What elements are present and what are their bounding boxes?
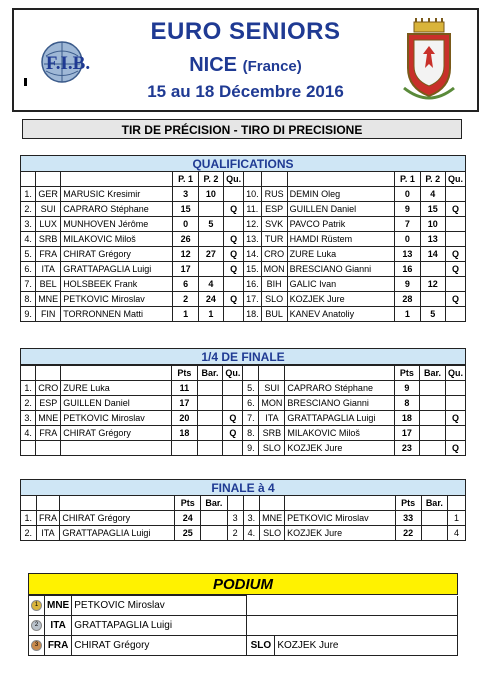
player-name-cell: PAVCO Patrik — [287, 217, 395, 232]
nation-cell: SLO — [260, 526, 285, 541]
score-cell — [197, 426, 223, 441]
score-cell: 14 — [420, 247, 445, 262]
score-cell: 15 — [420, 202, 445, 217]
player-name-cell: PETKOVIC Miroslav — [72, 596, 247, 616]
player-name-cell: PETKOVIC Miroslav — [285, 511, 396, 526]
column-header: Qu. — [445, 172, 465, 187]
header-spacer — [36, 172, 61, 187]
venue-country: (France) — [242, 58, 302, 75]
nation-cell: ITA — [259, 411, 285, 426]
player-name-cell: KANEV Anatoliy — [287, 307, 395, 322]
nation-cell: MNE — [36, 292, 61, 307]
nation-cell: SUI — [36, 202, 61, 217]
qualified-cell: 4 — [448, 526, 466, 541]
column-header: Qu. — [224, 172, 244, 187]
rank-cell: 11. — [244, 202, 262, 217]
column-header: Bar. — [421, 496, 447, 511]
qualified-cell — [445, 381, 465, 396]
player-name-cell: GRATTAPAGLIA Luigi — [61, 262, 173, 277]
player-name-cell: CHIRAT Grégory — [61, 426, 172, 441]
qualified-cell — [224, 307, 244, 322]
rank-cell: 2. — [21, 396, 36, 411]
podium-title: PODIUM — [28, 573, 458, 595]
nation-cell: FRA — [36, 426, 61, 441]
table-row — [21, 307, 466, 322]
player-name-cell: CHIRAT Grégory — [60, 511, 175, 526]
podium-row — [29, 596, 458, 616]
player-name-cell — [275, 616, 458, 636]
nation-cell: ITA — [36, 262, 61, 277]
rank-cell: 7. — [21, 277, 36, 292]
logo-text: F.I.B. — [45, 53, 91, 74]
score-cell — [420, 381, 446, 396]
header-spacer — [61, 172, 173, 187]
player-name-cell: DEMIN Oleg — [287, 187, 395, 202]
rank-cell: 6. — [243, 396, 259, 411]
player-name-cell: KOZJEK Jure — [285, 526, 396, 541]
score-cell: 22 — [395, 526, 421, 541]
qualified-cell — [445, 187, 465, 202]
qualified-cell — [445, 232, 465, 247]
score-cell: 0 — [395, 187, 420, 202]
player-name-cell: KOZJEK Jure — [275, 636, 458, 656]
player-name-cell: PETKOVIC Miroslav — [61, 292, 173, 307]
header-spacer — [21, 172, 36, 187]
nation-cell: TUR — [261, 232, 287, 247]
score-cell: 24 — [198, 292, 223, 307]
table-row — [21, 396, 466, 411]
player-name-cell: GUILLEN Daniel — [61, 396, 172, 411]
qualified-cell: Q — [445, 247, 465, 262]
player-name-cell: GUILLEN Daniel — [287, 202, 395, 217]
score-cell: 13 — [420, 232, 445, 247]
qualified-cell — [223, 396, 243, 411]
score-cell: 4 — [198, 277, 223, 292]
medal-icon — [29, 616, 45, 636]
player-name-cell: MILAKOVIC Miloš — [285, 426, 394, 441]
player-name-cell: HAMDI Rüstem — [287, 232, 395, 247]
player-name-cell — [275, 596, 458, 616]
nation-cell: FRA — [45, 636, 72, 656]
nation-cell: SUI — [259, 381, 285, 396]
nation-cell: SLO — [261, 292, 287, 307]
nation-cell: GER — [36, 187, 61, 202]
score-cell: 1 — [395, 307, 420, 322]
score-cell: 10 — [420, 217, 445, 232]
score-cell — [197, 381, 223, 396]
score-cell: 25 — [175, 526, 201, 541]
rank-cell: 8. — [21, 292, 36, 307]
nation-cell: SRB — [259, 426, 285, 441]
qualified-cell: Q — [445, 292, 465, 307]
nation-cell: CRO — [261, 247, 287, 262]
final-four-table — [20, 495, 466, 541]
rank-cell: 7. — [243, 411, 259, 426]
rank-cell: 12. — [244, 217, 262, 232]
nation-cell: SLO — [247, 636, 275, 656]
venue-city: NICE — [189, 54, 238, 76]
quarter-header-row — [21, 366, 466, 381]
nation-cell: MNE — [36, 411, 61, 426]
table-row — [21, 426, 466, 441]
rank-cell: 1. — [21, 187, 36, 202]
page-title: EURO SENIORS — [150, 18, 341, 45]
rank-cell: 9. — [21, 307, 36, 322]
column-header: Bar. — [420, 366, 446, 381]
qualified-cell — [224, 217, 244, 232]
score-cell: 15 — [173, 202, 198, 217]
score-cell: 33 — [395, 511, 421, 526]
header-box — [12, 8, 479, 112]
score-cell: 11 — [172, 381, 197, 396]
nation-cell: MNE — [45, 596, 72, 616]
score-cell: 7 — [395, 217, 420, 232]
player-name-cell: CHIRAT Grégory — [61, 247, 173, 262]
header-spacer — [261, 172, 287, 187]
column-header: Pts — [395, 496, 421, 511]
column-header: Bar. — [201, 496, 227, 511]
table-row — [21, 202, 466, 217]
table-row — [21, 277, 466, 292]
player-name-cell: MARUSIC Kresimir — [61, 187, 173, 202]
nation-cell: FRA — [36, 511, 60, 526]
score-cell: 27 — [198, 247, 223, 262]
nation-cell: ESP — [36, 396, 61, 411]
qualified-cell — [445, 307, 465, 322]
nation-cell: FIN — [36, 307, 61, 322]
header-spacer — [244, 172, 262, 187]
rank-cell: 13. — [244, 232, 262, 247]
table-row — [21, 441, 466, 456]
score-cell: 6 — [173, 277, 198, 292]
score-cell: 8 — [394, 396, 419, 411]
score-cell — [201, 526, 227, 541]
table-row — [21, 292, 466, 307]
score-cell: 17 — [394, 426, 419, 441]
rank-cell: 5. — [243, 381, 259, 396]
rank-cell: 15. — [244, 262, 262, 277]
player-name-cell: BRESCIANO Gianni — [285, 396, 394, 411]
nation-cell: SVK — [261, 217, 287, 232]
player-name-cell: CAPRARO Stéphane — [285, 381, 394, 396]
qualified-cell: Q — [224, 292, 244, 307]
header-spacer — [60, 496, 175, 511]
score-cell: 9 — [395, 202, 420, 217]
rank-cell: 5. — [21, 247, 36, 262]
nation-cell: SRB — [36, 232, 61, 247]
score-cell — [197, 396, 223, 411]
column-header: Qu. — [223, 366, 243, 381]
header-spacer — [243, 366, 259, 381]
player-name-cell: ZURE Luka — [287, 247, 395, 262]
nation-cell: MNE — [260, 511, 285, 526]
header-spacer — [243, 496, 259, 511]
qualified-cell: Q — [224, 262, 244, 277]
column-header: Pts — [394, 366, 419, 381]
rank-cell: 1. — [21, 511, 37, 526]
score-cell: 17 — [173, 262, 198, 277]
rank-cell: 17. — [244, 292, 262, 307]
qualified-cell: Q — [445, 262, 465, 277]
score-cell: 16 — [395, 262, 420, 277]
nation-cell: BEL — [36, 277, 61, 292]
medal-icon: 3 — [31, 640, 42, 651]
header-spacer — [287, 172, 395, 187]
score-cell: 24 — [175, 511, 201, 526]
player-name-cell: MUNHOVEN Jérôme — [61, 217, 173, 232]
table-row — [21, 187, 466, 202]
rank-cell: 3. — [21, 411, 36, 426]
qualified-cell — [223, 381, 243, 396]
score-cell: 20 — [172, 411, 197, 426]
player-name-cell: KOZJEK Jure — [287, 292, 395, 307]
score-cell: 1 — [173, 307, 198, 322]
score-cell — [420, 411, 446, 426]
qualified-cell: Q — [445, 411, 465, 426]
nation-cell: MON — [261, 262, 287, 277]
score-cell — [198, 202, 223, 217]
column-header: P. 2 — [420, 172, 445, 187]
score-cell — [420, 441, 446, 456]
header-spacer — [21, 366, 36, 381]
score-cell: 3 — [173, 187, 198, 202]
rank-cell: 1. — [21, 381, 36, 396]
nation-cell: LUX — [36, 217, 61, 232]
rank-cell: 9. — [243, 441, 259, 456]
empty-cell — [172, 441, 197, 456]
nation-cell: MON — [259, 396, 285, 411]
table-row — [21, 381, 466, 396]
score-cell: 0 — [395, 232, 420, 247]
rank-cell: 4. — [21, 232, 36, 247]
medal-icon: 1 — [31, 600, 42, 611]
table-row — [21, 262, 466, 277]
podium-table — [28, 595, 458, 656]
column-header: Bar. — [197, 366, 223, 381]
medal-icon — [29, 596, 45, 616]
player-name-cell: TORRONNEN Matti — [61, 307, 173, 322]
qualified-cell: 3 — [227, 511, 243, 526]
score-cell — [420, 396, 446, 411]
table-row — [21, 217, 466, 232]
quarter-finals-table — [20, 365, 466, 456]
column-header: Qu. — [445, 366, 465, 381]
qualified-cell: Q — [224, 202, 244, 217]
qualified-cell — [445, 426, 465, 441]
nice-crest-icon — [400, 18, 458, 104]
score-cell: 5 — [420, 307, 445, 322]
column-header: P. 1 — [173, 172, 198, 187]
qualified-cell — [445, 277, 465, 292]
score-cell — [201, 511, 227, 526]
score-cell: 17 — [172, 396, 197, 411]
score-cell — [420, 426, 446, 441]
rank-cell: 10. — [244, 187, 262, 202]
rank-cell: 14. — [244, 247, 262, 262]
empty-cell — [223, 441, 243, 456]
score-cell: 18 — [394, 411, 419, 426]
player-name-cell: HOLSBEEK Frank — [61, 277, 173, 292]
score-cell: 10 — [198, 187, 223, 202]
player-name-cell: GALIC Ivan — [287, 277, 395, 292]
table-row — [21, 247, 466, 262]
column-header: Pts — [172, 366, 197, 381]
rank-cell: 2. — [21, 202, 36, 217]
score-cell: 12 — [173, 247, 198, 262]
score-cell: 28 — [395, 292, 420, 307]
qualified-cell — [445, 396, 465, 411]
qualifications-header-row — [21, 172, 466, 187]
column-header — [227, 496, 243, 511]
table-row — [21, 511, 466, 526]
event-title: TIR DE PRÉCISION - TIRO DI PRECISIONE — [22, 119, 462, 139]
empty-cell — [61, 441, 172, 456]
empty-cell — [36, 441, 61, 456]
nation-cell: ITA — [45, 616, 72, 636]
header-spacer — [36, 496, 60, 511]
score-cell — [420, 292, 445, 307]
qualified-cell: Q — [224, 247, 244, 262]
score-cell: 0 — [173, 217, 198, 232]
score-cell: 1 — [198, 307, 223, 322]
player-name-cell: GRATTAPAGLIA Luigi — [60, 526, 175, 541]
qualified-cell: 2 — [227, 526, 243, 541]
rank-cell: 4. — [21, 426, 36, 441]
player-name-cell: KOZJEK Jure — [285, 441, 394, 456]
score-cell — [198, 262, 223, 277]
score-cell: 9 — [395, 277, 420, 292]
qualified-cell — [224, 187, 244, 202]
qualifications-table — [20, 171, 466, 322]
player-name-cell: MILAKOVIC Miloš — [61, 232, 173, 247]
score-cell: 23 — [394, 441, 419, 456]
event-dates: 15 au 18 Décembre 2016 — [147, 82, 344, 101]
table-row — [21, 232, 466, 247]
qualified-cell: Q — [445, 441, 465, 456]
player-name-cell: GRATTAPAGLIA Luigi — [72, 616, 247, 636]
table-row — [21, 411, 466, 426]
score-cell — [421, 511, 447, 526]
rank-cell: 3. — [21, 217, 36, 232]
score-cell: 13 — [395, 247, 420, 262]
qualifications-title: QUALIFICATIONS — [20, 155, 466, 172]
player-name-cell: GRATTAPAGLIA Luigi — [285, 411, 394, 426]
nation-cell: CRO — [36, 381, 61, 396]
score-cell — [420, 262, 445, 277]
quarter-finals-title: 1/4 DE FINALE — [20, 348, 466, 365]
rank-cell: 16. — [244, 277, 262, 292]
score-cell: 12 — [420, 277, 445, 292]
score-cell: 26 — [173, 232, 198, 247]
nation-cell: ESP — [261, 202, 287, 217]
medal-icon — [29, 636, 45, 656]
score-cell: 5 — [198, 217, 223, 232]
nation-cell: BIH — [261, 277, 287, 292]
nation-cell: RUS — [261, 187, 287, 202]
column-header: P. 2 — [198, 172, 223, 187]
column-header: Pts — [175, 496, 201, 511]
header-spacer — [36, 366, 61, 381]
qualified-cell — [224, 277, 244, 292]
score-cell: 18 — [172, 426, 197, 441]
header-spacer — [21, 496, 37, 511]
qualified-cell: 1 — [448, 511, 466, 526]
empty-cell — [197, 441, 223, 456]
score-cell — [421, 526, 447, 541]
score-cell: 4 — [420, 187, 445, 202]
table-row — [21, 526, 466, 541]
player-name-cell: CHIRAT Grégory — [72, 636, 247, 656]
rank-cell: 8. — [243, 426, 259, 441]
rank-cell: 18. — [244, 307, 262, 322]
medal-icon: 2 — [31, 620, 42, 631]
nation-cell: SLO — [259, 441, 285, 456]
empty-cell — [21, 441, 36, 456]
score-cell: 2 — [173, 292, 198, 307]
header-spacer — [285, 366, 394, 381]
header-spacer — [260, 496, 285, 511]
qualified-cell: Q — [445, 202, 465, 217]
player-name-cell: ZURE Luka — [61, 381, 172, 396]
qualified-cell: Q — [223, 426, 243, 441]
nation-cell — [247, 616, 275, 636]
header-spacer — [61, 366, 172, 381]
rank-cell: 4. — [243, 526, 259, 541]
final-header-row — [21, 496, 466, 511]
qualified-cell: Q — [223, 411, 243, 426]
player-name-cell: PETKOVIC Miroslav — [61, 411, 172, 426]
score-cell — [198, 232, 223, 247]
score-cell: 9 — [394, 381, 419, 396]
nation-cell: BUL — [261, 307, 287, 322]
player-name-cell: BRESCIANO Gianni — [287, 262, 395, 277]
podium-row — [29, 616, 458, 636]
qualified-cell: Q — [224, 232, 244, 247]
rank-cell: 2. — [21, 526, 37, 541]
nation-cell: FRA — [36, 247, 61, 262]
rank-cell: 3. — [243, 511, 259, 526]
player-name-cell: CAPRARO Stéphane — [61, 202, 173, 217]
column-header: P. 1 — [395, 172, 420, 187]
podium-row — [29, 636, 458, 656]
column-header — [448, 496, 466, 511]
final-four-title: FINALE à 4 — [20, 479, 466, 496]
rank-cell: 6. — [21, 262, 36, 277]
header-spacer — [259, 366, 285, 381]
qualified-cell — [445, 217, 465, 232]
nation-cell: ITA — [36, 526, 60, 541]
score-cell — [197, 411, 223, 426]
nation-cell — [247, 596, 275, 616]
header-spacer — [285, 496, 396, 511]
